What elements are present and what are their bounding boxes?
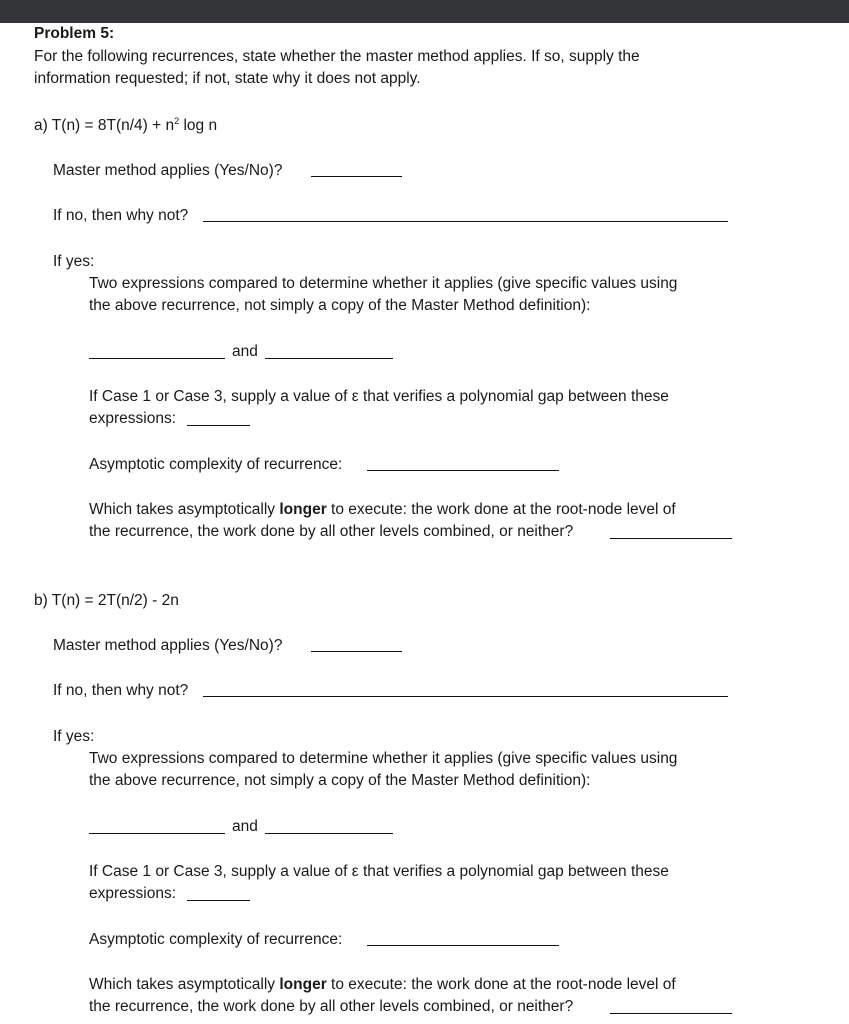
part-a-expression2-blank[interactable] [265,358,393,359]
part-a-compare-line2: the above recurrence, not simply a copy of the Master Method definition): [89,297,591,314]
part-b-compare-line1: Two expressions compared to determine whether it applies (give specific values using [89,750,678,767]
part-b-which-line1 [89,974,676,996]
part-a-applies-blank[interactable] [311,176,402,177]
part-b-recurrence [34,590,179,612]
part-a-why-not-label: If no, then why not? [53,207,189,224]
part-b-recurrence-prefix: b) T(n) = 2T(n/2) - 2n [34,592,179,609]
part-b-which-blank[interactable] [610,1013,732,1014]
part-b-if-yes-label: If yes: [53,728,95,745]
part-b-expression2-blank[interactable] [265,833,393,834]
problem-intro-line2: information requested; if not, state why it does not apply. [34,70,421,87]
document-page [24,23,849,1024]
part-a-which-prefix: Which takes asymptotically [89,501,280,518]
part-b-and-label: and [232,818,258,835]
part-a-epsilon-line2: expressions: [89,410,177,427]
part-a-which-bold: longer [279,501,327,518]
part-b-compare-line2: the above recurrence, not simply a copy of the Master Method definition): [89,772,591,789]
part-b-applies-blank[interactable] [311,651,402,652]
part-a-recurrence-suffix: log n [179,117,218,134]
part-b-epsilon-line1: If Case 1 or Case 3, supply a value of ε that verifies a polynomial gap between these [89,863,669,880]
part-a-epsilon-blank[interactable] [187,425,250,426]
part-a-epsilon-line1: If Case 1 or Case 3, supply a value of ε that verifies a polynomial gap between these [89,388,669,405]
viewer-toolbar [0,0,849,23]
part-b-which-bold: longer [279,976,327,993]
part-a-recurrence [34,115,217,137]
part-a-expression1-blank[interactable] [89,358,225,359]
part-a-recurrence-exponent: 2 [174,116,180,126]
part-a-asymptotic-blank[interactable] [367,470,559,471]
part-a-if-yes-label: If yes: [53,253,95,270]
part-b-which-suffix: to execute: the work done at the root-node level of [326,976,676,993]
part-a-asymptotic-label: Asymptotic complexity of recurrence: [89,456,343,473]
part-b-expression1-blank[interactable] [89,833,225,834]
part-b-applies-label: Master method applies (Yes/No)? [53,637,283,654]
part-b-epsilon-blank[interactable] [187,900,250,901]
part-b-asymptotic-label: Asymptotic complexity of recurrence: [89,931,343,948]
part-b-which-line2: the recurrence, the work done by all other levels combined, or neither? [89,998,574,1015]
part-a-recurrence-prefix: a) T(n) = 8T(n/4) + n [34,117,175,134]
part-a-applies-label: Master method applies (Yes/No)? [53,162,283,179]
part-b-why-not-blank[interactable] [203,696,728,697]
problem-title: Problem 5: [34,25,115,42]
part-b-asymptotic-blank[interactable] [367,945,559,946]
part-b-epsilon-line2: expressions: [89,885,177,902]
problem-intro-line1: For the following recurrences, state whether the master method applies. If so, supply the [34,48,640,65]
part-a-which-blank[interactable] [610,538,732,539]
part-a-which-line1 [89,499,676,521]
part-b-which-prefix: Which takes asymptotically [89,976,280,993]
part-a-which-suffix: to execute: the work done at the root-node level of [326,501,676,518]
part-a-which-line2: the recurrence, the work done by all other levels combined, or neither? [89,523,574,540]
part-b-why-not-label: If no, then why not? [53,682,189,699]
part-a-and-label: and [232,343,258,360]
part-a-why-not-blank[interactable] [203,221,728,222]
part-a-compare-line1: Two expressions compared to determine whether it applies (give specific values using [89,275,678,292]
